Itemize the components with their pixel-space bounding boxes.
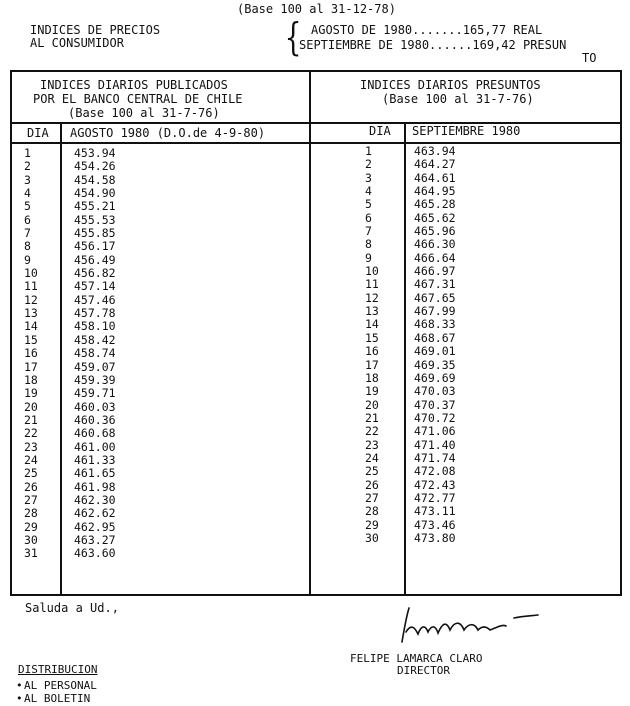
table-row-day: 3 — [24, 172, 31, 187]
table-row-value: 456.49 — [74, 252, 116, 267]
table-row-day: 7 — [24, 226, 31, 241]
header-separator — [10, 122, 622, 124]
table-row-day: 27 — [365, 490, 379, 505]
table-row-day: 6 — [24, 212, 31, 227]
table-row-day: 31 — [24, 546, 38, 561]
table-row-day: 24 — [24, 452, 38, 467]
table-row-value: 463.94 — [414, 144, 456, 158]
table-row-value: 454.26 — [74, 159, 116, 174]
table-row-day: 20 — [24, 399, 38, 414]
table-row-value: 455.21 — [74, 199, 116, 214]
table-row-value: 458.10 — [74, 319, 116, 334]
table-row-value: 460.36 — [74, 412, 116, 427]
table-row-day: 26 — [365, 477, 379, 492]
table-row-day: 8 — [365, 237, 372, 252]
table-row-day: 15 — [365, 330, 379, 345]
table-row-value: 473.46 — [414, 517, 456, 532]
right-panel-title-1: INDICES DIARIOS PRESUNTOS — [360, 78, 541, 92]
table-row-day: 28 — [365, 504, 379, 519]
table-row-value: 462.62 — [74, 506, 116, 521]
table-row-day: 9 — [365, 250, 372, 265]
table-row-day: 14 — [24, 319, 38, 334]
table-row-value: 464.61 — [414, 170, 456, 185]
table-row-day: 6 — [365, 210, 372, 225]
table-row-day: 3 — [365, 170, 372, 185]
table-row-value: 459.39 — [74, 372, 116, 387]
table-row-day: 28 — [24, 506, 38, 521]
table-row-day: 11 — [365, 277, 379, 292]
index-title-line-1: INDICES DE PRECIOS — [30, 23, 161, 37]
table-row-value: 454.58 — [74, 172, 116, 187]
presumed-index-line-cont: TO — [582, 51, 597, 65]
table-row-value: 469.35 — [414, 357, 456, 372]
table-row-day: 10 — [24, 266, 38, 281]
table-row-value: 455.53 — [74, 212, 116, 227]
table-row-value: 461.65 — [74, 466, 116, 481]
table-row-value: 473.11 — [414, 504, 456, 519]
table-row-value: 458.74 — [74, 346, 116, 361]
table-row-value: 473.80 — [414, 530, 456, 545]
column-header-separator — [10, 142, 622, 144]
table-row-value: 456.82 — [74, 266, 116, 281]
table-row-day: 27 — [24, 492, 38, 507]
table-row-value: 467.99 — [414, 304, 456, 319]
table-row-day: 19 — [24, 386, 38, 401]
table-row-day: 23 — [24, 439, 38, 454]
table-row-day: 26 — [24, 479, 38, 494]
signer-name: FELIPE LAMARCA CLARO — [350, 652, 483, 665]
bullet-icon: • — [16, 679, 23, 692]
table-row-value: 466.64 — [414, 250, 456, 265]
table-row-day: 25 — [24, 466, 38, 481]
left-dia-divider — [60, 122, 62, 596]
table-row-value: 457.46 — [74, 292, 116, 307]
real-index-line: AGOSTO DE 1980.......165,77 REAL — [311, 23, 543, 37]
table-row-value: 465.96 — [414, 224, 456, 239]
table-row-value: 457.14 — [74, 279, 116, 294]
left-day-column — [24, 147, 38, 561]
table-row-day: 12 — [24, 292, 38, 307]
left-value-column — [74, 147, 116, 561]
table-row-value: 462.30 — [74, 492, 116, 507]
table-row-value: 463.27 — [74, 532, 116, 547]
table-row-day: 1 — [24, 146, 31, 160]
table-row-day: 2 — [24, 159, 31, 174]
table-row-value: 461.33 — [74, 452, 116, 467]
table-row-day: 10 — [365, 264, 379, 279]
table-row-day: 20 — [365, 397, 379, 412]
table-row-day: 21 — [24, 412, 38, 427]
table-row-day: 21 — [365, 410, 379, 425]
table-row-day: 12 — [365, 290, 379, 305]
table-row-day: 1 — [365, 144, 372, 158]
table-row-value: 453.94 — [74, 146, 116, 160]
table-row-value: 458.42 — [74, 332, 116, 347]
table-row-day: 29 — [365, 517, 379, 532]
table-row-value: 469.01 — [414, 344, 456, 359]
signer-title: DIRECTOR — [397, 664, 450, 677]
table-row-value: 466.97 — [414, 264, 456, 279]
greeting: Saluda a Ud., — [25, 601, 119, 615]
table-row-day: 30 — [365, 530, 379, 545]
table-row-value: 464.95 — [414, 184, 456, 199]
table-row-value: 471.06 — [414, 424, 456, 439]
right-col-month-header: SEPTIEMBRE 1980 — [412, 124, 521, 138]
table-row-day: 14 — [365, 317, 379, 332]
table-row-value: 459.07 — [74, 359, 116, 374]
base-title: (Base 100 al 31-12-78) — [237, 2, 396, 16]
right-panel-title-2: (Base 100 al 31-7-76) — [382, 92, 534, 106]
table-row-value: 468.33 — [414, 317, 456, 332]
table-row-day: 17 — [365, 357, 379, 372]
table-row-day: 15 — [24, 332, 38, 347]
table-row-value: 467.31 — [414, 277, 456, 292]
presumed-index-line: SEPTIEMBRE DE 1980......169,42 PRESUN — [299, 38, 567, 52]
table-row-day: 22 — [24, 426, 38, 441]
index-title-line-2: AL CONSUMIDOR — [30, 36, 124, 50]
table-row-value: 465.62 — [414, 210, 456, 225]
table-row-day: 24 — [365, 450, 379, 465]
table-row-day: 8 — [24, 239, 31, 254]
table-row-day: 13 — [365, 304, 379, 319]
table-row-value: 472.08 — [414, 464, 456, 479]
distribution-title: DISTRIBUCION — [18, 663, 98, 676]
distribution-item-personal: •AL PERSONAL — [16, 679, 97, 692]
table-row-value: 467.65 — [414, 290, 456, 305]
table-row-value: 460.03 — [74, 399, 116, 414]
table-row-day: 18 — [24, 372, 38, 387]
left-panel-title-2: POR EL BANCO CENTRAL DE CHILE — [33, 92, 243, 106]
table-row-day: 19 — [365, 384, 379, 399]
table-row-day: 2 — [365, 157, 372, 172]
table-row-value: 469.69 — [414, 370, 456, 385]
right-day-column — [365, 145, 379, 545]
table-row-day: 4 — [24, 186, 31, 201]
table-row-value: 472.43 — [414, 477, 456, 492]
table-row-value: 461.00 — [74, 439, 116, 454]
table-row-day: 29 — [24, 519, 38, 534]
right-dia-divider — [404, 122, 406, 596]
table-row-value: 459.71 — [74, 386, 116, 401]
table-row-day: 25 — [365, 464, 379, 479]
table-row-value: 472.77 — [414, 490, 456, 505]
table-row-value: 463.60 — [74, 546, 116, 561]
table-row-value: 457.78 — [74, 306, 116, 321]
table-row-day: 17 — [24, 359, 38, 374]
table-row-value: 470.03 — [414, 384, 456, 399]
right-value-column — [414, 145, 456, 545]
table-row-value: 461.98 — [74, 479, 116, 494]
bullet-icon: • — [16, 692, 23, 705]
table-row-day: 7 — [365, 224, 372, 239]
table-row-value: 468.67 — [414, 330, 456, 345]
table-row-value: 456.17 — [74, 239, 116, 254]
table-row-value: 470.37 — [414, 397, 456, 412]
table-row-day: 9 — [24, 252, 31, 267]
table-row-value: 470.72 — [414, 410, 456, 425]
table-row-day: 5 — [365, 197, 372, 212]
table-row-day: 16 — [24, 346, 38, 361]
table-row-day: 30 — [24, 532, 38, 547]
signature — [390, 600, 560, 650]
table-row-day: 11 — [24, 279, 38, 294]
table-row-day: 16 — [365, 344, 379, 359]
table-row-day: 18 — [365, 370, 379, 385]
left-panel-title-3: (Base 100 al 31-7-76) — [68, 106, 220, 120]
left-col-month-header: AGOSTO 1980 (D.O.de 4-9-80) — [70, 126, 266, 140]
left-col-dia-header: DIA — [27, 126, 49, 140]
table-row-day: 23 — [365, 437, 379, 452]
table-row-value: 460.68 — [74, 426, 116, 441]
distribution-item-boletin: •AL BOLETIN — [16, 692, 91, 705]
curly-brace: { — [284, 15, 302, 59]
table-row-day: 13 — [24, 306, 38, 321]
table-row-value: 454.90 — [74, 186, 116, 201]
table-row-value: 464.27 — [414, 157, 456, 172]
table-row-value: 455.85 — [74, 226, 116, 241]
right-col-dia-header: DIA — [369, 124, 391, 138]
table-row-day: 5 — [24, 199, 31, 214]
table-row-value: 471.74 — [414, 450, 456, 465]
table-row-value: 471.40 — [414, 437, 456, 452]
table-row-day: 4 — [365, 184, 372, 199]
table-row-value: 466.30 — [414, 237, 456, 252]
table-row-value: 462.95 — [74, 519, 116, 534]
center-divider — [309, 70, 311, 596]
left-panel-title-1: INDICES DIARIOS PUBLICADOS — [40, 78, 228, 92]
table-row-day: 22 — [365, 424, 379, 439]
table-row-value: 465.28 — [414, 197, 456, 212]
